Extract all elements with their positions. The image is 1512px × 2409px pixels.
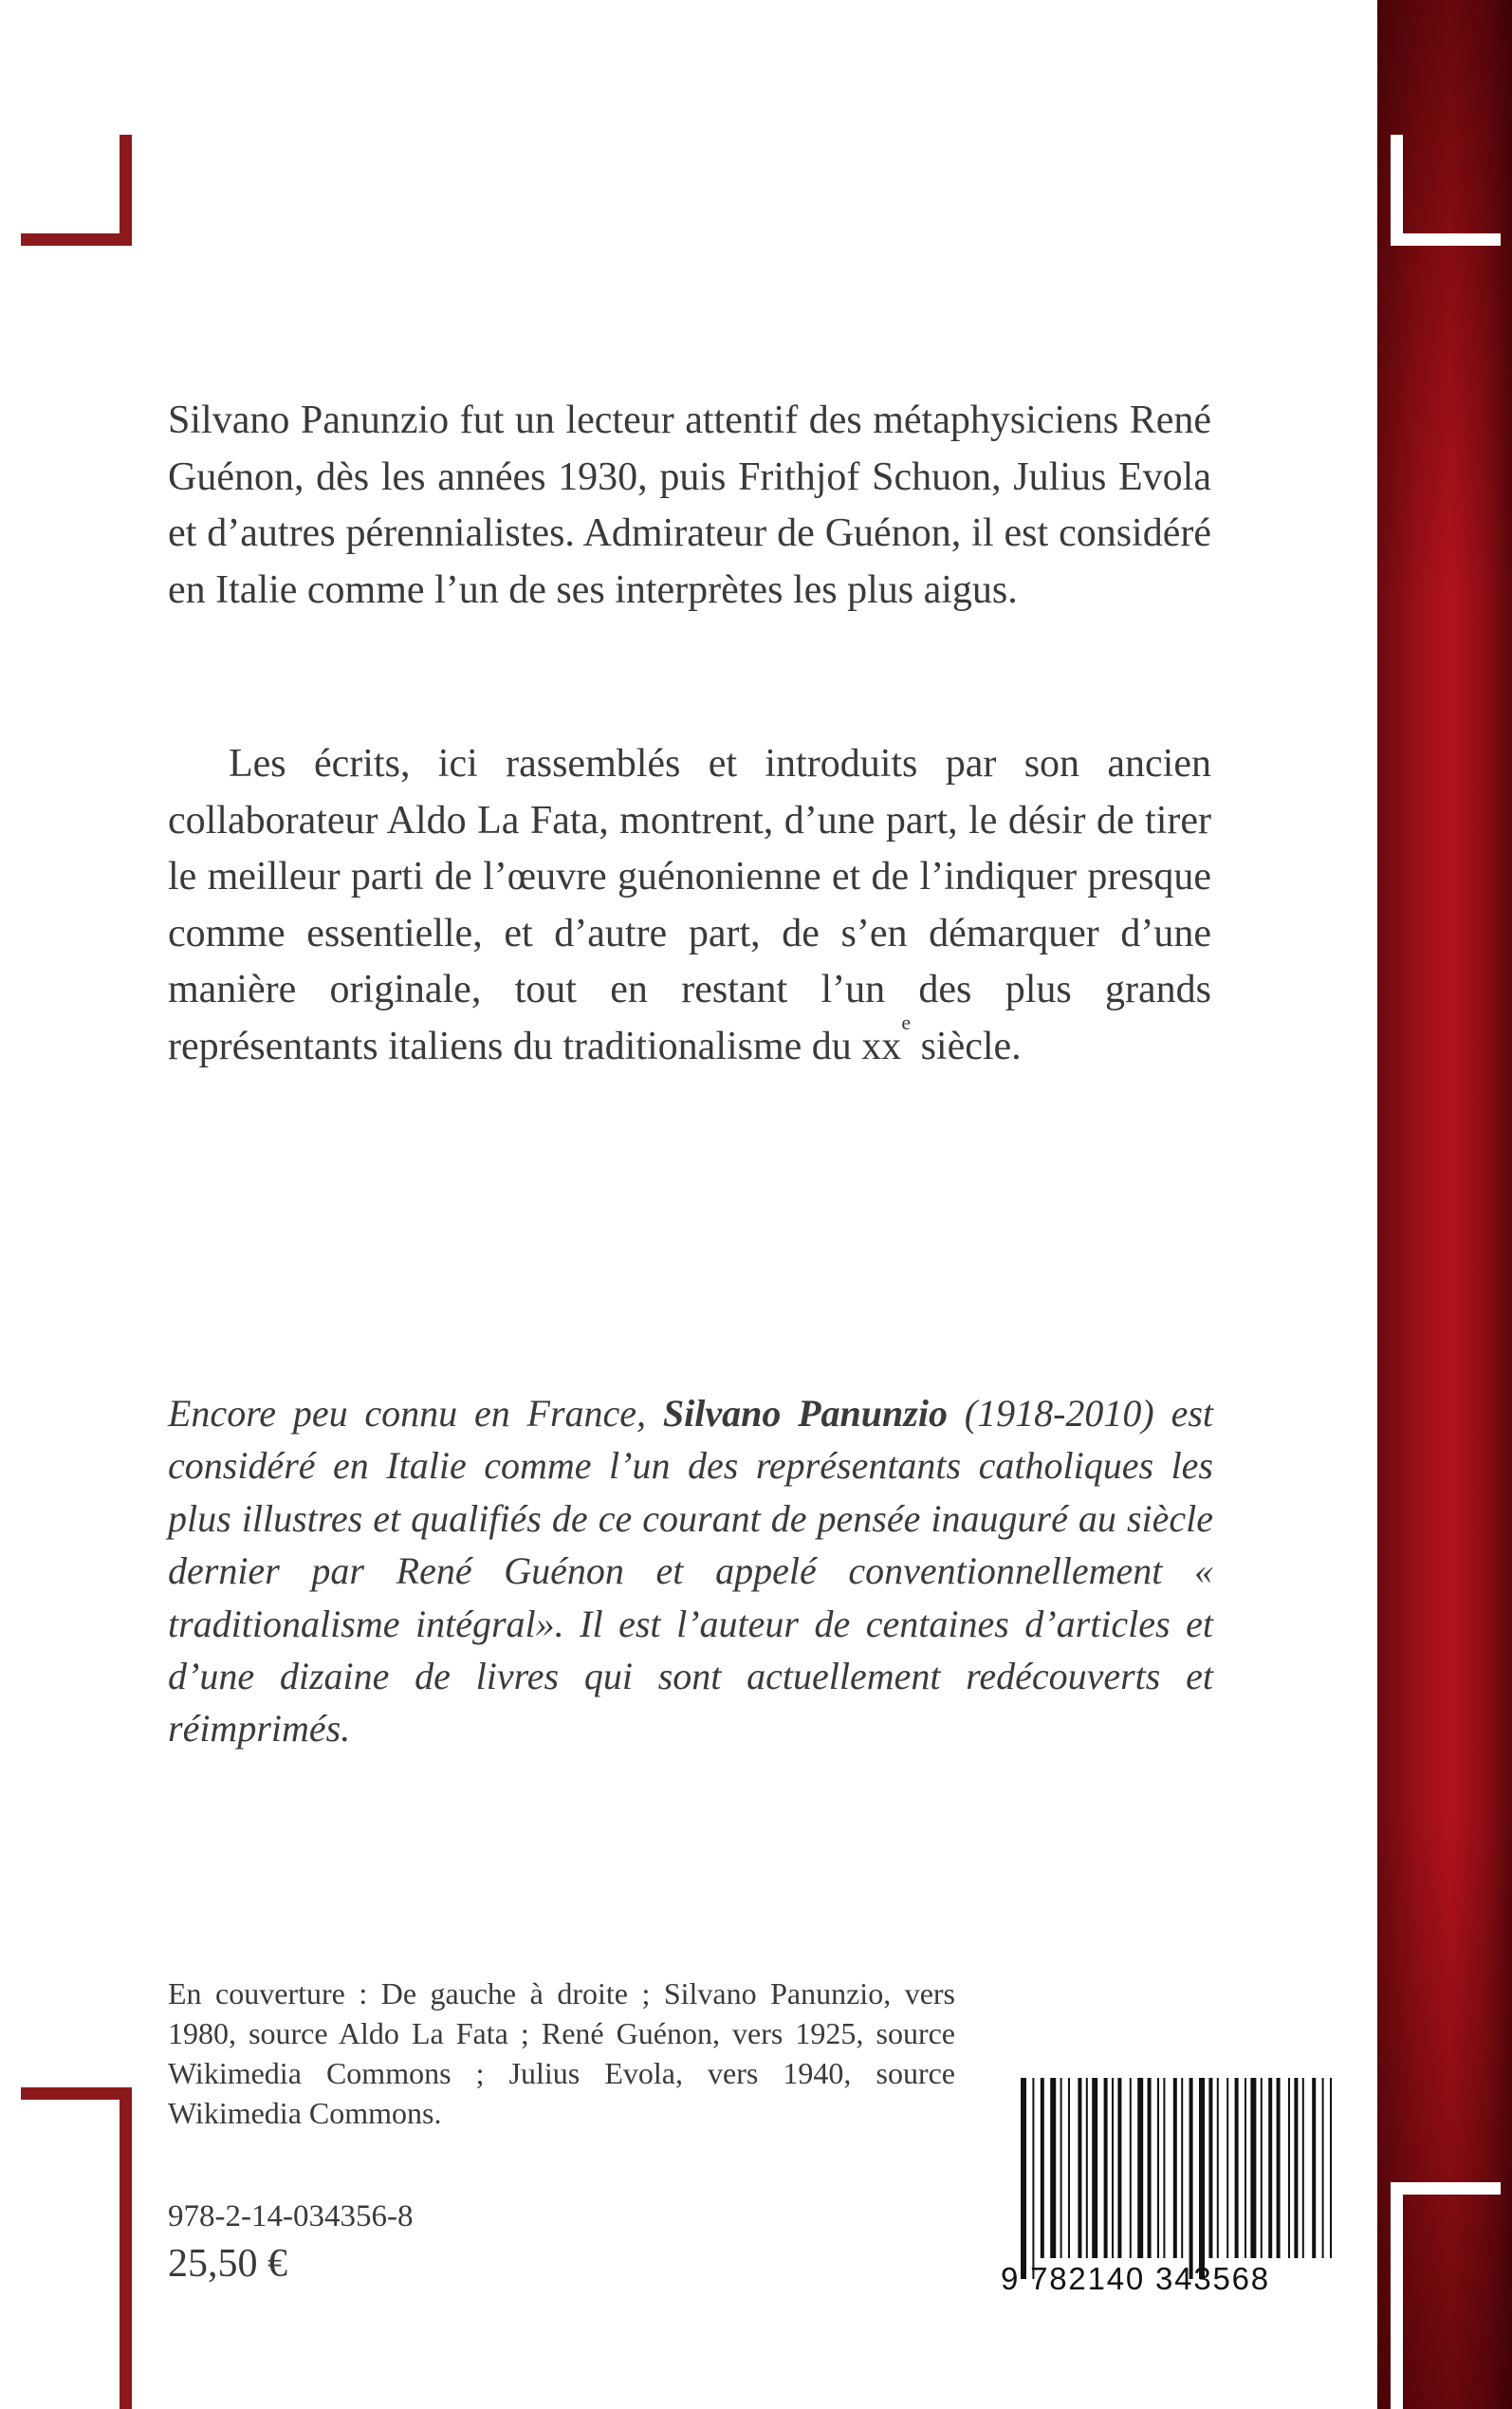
- corner-mark-bottom-right: [1375, 2182, 1512, 2409]
- summary-paragraph-2-end: siècle.: [911, 1024, 1022, 1068]
- summary-paragraph-1-text: Silvano Panunzio fut un lecteur attentif des métaphysiciens René Guénon, dès les années 1930, puis Frithjof Schuon, Julius Evola et d’autres pérennialistes. Admirateur de Guénon, il est considéré en Italie comme l’un de ses interprètes les plus aigus.: [168, 398, 1211, 612]
- barcode-bar: [1277, 2078, 1281, 2258]
- barcode-bar: [1068, 2078, 1070, 2258]
- summary-paragraph-1: [168, 393, 1211, 619]
- barcode-bar: [1226, 2078, 1228, 2258]
- barcode-bar: [1294, 2078, 1298, 2258]
- barcode-bar: [1163, 2078, 1165, 2258]
- barcode-bar: [1148, 2078, 1152, 2258]
- barcode-bar: [1137, 2078, 1143, 2258]
- barcode-bar: [1189, 2078, 1193, 2279]
- barcode-bar: [1322, 2078, 1324, 2258]
- barcode-bar: [1181, 2078, 1183, 2258]
- barcode: [1015, 2078, 1342, 2287]
- barcode-bar: [1157, 2078, 1159, 2258]
- barcode-bar: [1261, 2078, 1263, 2258]
- barcode-bar: [1302, 2078, 1304, 2258]
- barcode-bar: [1235, 2078, 1239, 2258]
- barcode-bar: [1173, 2078, 1177, 2258]
- spine-shade: [1377, 0, 1512, 2409]
- isbn-number: 978-2-14-034356-8: [168, 2199, 414, 2233]
- price: 25,50 €: [168, 2242, 287, 2286]
- barcode-bar: [1217, 2078, 1219, 2258]
- barcode-bar: [1032, 2078, 1034, 2279]
- summary-paragraph-2-main: Les écrits, ici rassemblés et introduits par son ancien collaborateur Aldo La Fata, montrent, d’une part, le désir de tirer le meilleur parti de l’œuvre guénonienne et de l’indiquer presque comme essentielle, et d’autre part, de s’en démarquer d’une manière originale, tout en restant l’un des plus grands représentants italiens du traditionalisme du xx: [168, 742, 1211, 1068]
- corner-mark-bottom-left: [0, 2087, 142, 2409]
- barcode-digits: 9 782140 343568: [1001, 2261, 1270, 2296]
- barcode-bar: [1078, 2078, 1081, 2258]
- barcode-bar: [1041, 2078, 1044, 2258]
- century-superscript: e: [901, 1010, 912, 1034]
- barcode-bar: [1330, 2078, 1332, 2258]
- barcode-bar: [1050, 2078, 1056, 2258]
- summary-paragraph-2-text: [168, 736, 1211, 1076]
- summary-paragraph-2: [168, 736, 1211, 1076]
- author-bio-intro: Encore peu connu en France,: [168, 1392, 663, 1435]
- barcode-bar: [1086, 2078, 1088, 2258]
- corner-mark-top-right: [1375, 0, 1512, 247]
- barcode-bar: [1268, 2078, 1272, 2258]
- barcode-bar: [1130, 2078, 1132, 2258]
- author-bio: [168, 1387, 1213, 1755]
- barcode-bar: [1112, 2078, 1114, 2258]
- barcode-bar: [1245, 2078, 1246, 2258]
- corner-mark-top-left: [0, 0, 142, 247]
- barcode-bar: [1104, 2078, 1108, 2258]
- author-bio-text: (1918-2010) est considéré en Italie comme l’un des représentants catholiques les plus illustres et qualifiés de ce courant de pensée inauguré au siècle dernier par René Guénon et appelé conventionnellement « traditionalisme intégral». Il est l’auteur de centaines d’articles et d’une dizaine de livres qui sont actuellement redécouverts et réimprimés.: [168, 1392, 1213, 1751]
- barcode-bar: [1250, 2078, 1256, 2258]
- barcode-bar: [1312, 2078, 1316, 2258]
- barcode-bar: [1199, 2078, 1205, 2279]
- barcode-bar: [1060, 2078, 1062, 2258]
- author-name: Silvano Panunzio: [662, 1392, 948, 1435]
- barcode-bar: [1092, 2078, 1097, 2258]
- barcode-bar: [1021, 2078, 1026, 2279]
- barcode-bar: [1208, 2078, 1212, 2258]
- barcode-bar: [1288, 2078, 1290, 2258]
- cover-photo-credits: En couverture : De gauche à droite ; Silvano Panunzio, vers 1980, source Aldo La Fata ; René Guénon, vers 1925, source Wikimedia Commons ; Julius Evola, vers 1940, source Wikimedia Commons.: [168, 1976, 955, 2130]
- barcode-bar: [1117, 2078, 1121, 2258]
